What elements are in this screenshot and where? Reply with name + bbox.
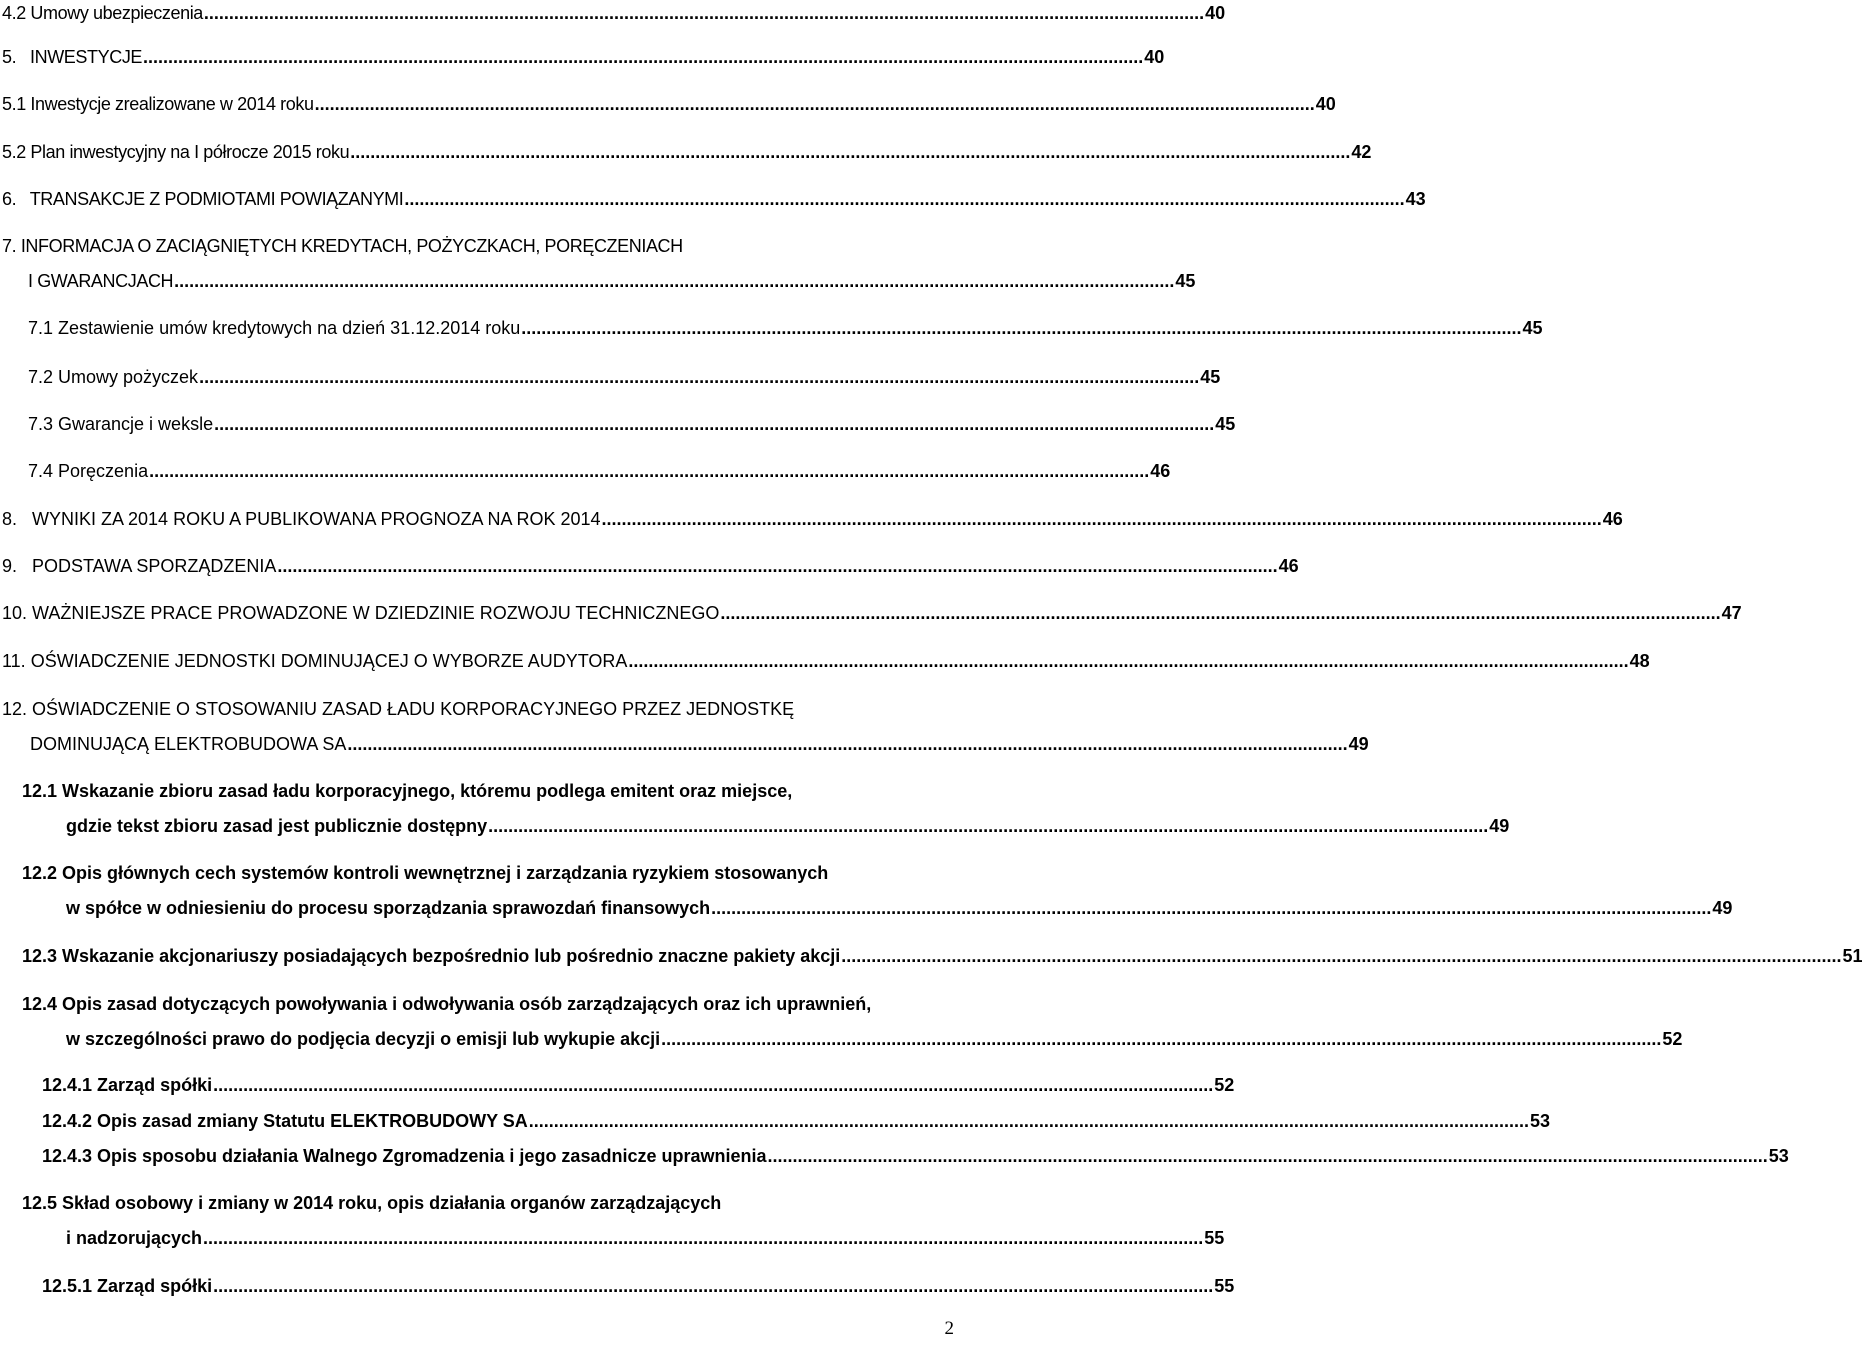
toc-entry-title: 12.4.1 Zarząd spółki bbox=[42, 1075, 213, 1095]
toc-entry-page: 49 bbox=[1489, 816, 1510, 836]
toc-entry-page: 46 bbox=[1602, 509, 1623, 529]
toc-line bbox=[2, 555, 1299, 577]
toc-entry-title: 7.2 Umowy pożyczek bbox=[28, 367, 199, 387]
toc-entry-title: 12.4.3 Opis sposobu działania Walnego Zgromadzenia i jego zasadnicze uprawnienia bbox=[42, 1146, 767, 1166]
toc-line bbox=[22, 945, 1863, 967]
toc-entry-title: 12.2 Opis głównych cech systemów kontroli wewnętrznej i zarządzania ryzykiem stosowanych bbox=[22, 863, 829, 883]
toc-entry-page: 53 bbox=[1529, 1111, 1551, 1131]
toc-leader-dots: ........................................................................................................................................................................................................ bbox=[149, 461, 1150, 481]
toc-entry-page: 40 bbox=[1144, 47, 1165, 67]
toc-entry-page: 45 bbox=[1175, 271, 1196, 291]
toc-entry-title: 8. WYNIKI ZA 2014 ROKU A PUBLIKOWANA PROGNOZA NA ROK 2014 bbox=[2, 509, 601, 529]
toc-leader-dots: ........................................................................................................................................................................................................ bbox=[601, 509, 1602, 529]
toc-line bbox=[2, 46, 1165, 68]
toc-entry-title: 5.2 Plan inwestycyjny na I półrocze 2015 roku bbox=[2, 142, 350, 162]
toc-line bbox=[2, 508, 1623, 530]
toc-line bbox=[2, 650, 1650, 672]
toc-entry-page: 43 bbox=[1405, 189, 1426, 209]
toc-entry-title: w szczególności prawo do podjęcia decyzji o emisji lub wykupie akcji bbox=[66, 1029, 661, 1049]
toc-entry-title: 12.3 Wskazanie akcjonariuszy posiadających bezpośrednio lub pośrednio znaczne pakiety akcji bbox=[22, 946, 841, 966]
toc-leader-dots: ........................................................................................................................................................................................................ bbox=[528, 1111, 1529, 1131]
toc-entry-title: 12.4.2 Opis zasad zmiany Statutu ELEKTROBUDOWY SA bbox=[42, 1111, 528, 1131]
toc-entry-title: gdzie tekst zbioru zasad jest publicznie dostępny bbox=[66, 816, 488, 836]
toc-entry-title: 12.5.1 Zarząd spółki bbox=[42, 1276, 213, 1296]
toc-entry-page: 55 bbox=[1204, 1228, 1225, 1248]
toc-entry-page: 45 bbox=[1200, 367, 1221, 387]
toc-line bbox=[28, 413, 1236, 435]
toc-leader-dots: ........................................................................................................................................................................................................ bbox=[488, 816, 1489, 836]
toc-entry-page: 45 bbox=[1215, 414, 1236, 434]
toc-entry-title: 7.3 Gwarancje i weksle bbox=[28, 414, 214, 434]
toc-entry-page: 52 bbox=[1214, 1075, 1235, 1095]
toc-line bbox=[2, 188, 1426, 210]
toc-leader-dots: ........................................................................................................................................................................................................ bbox=[404, 189, 1405, 209]
toc-leader-dots: ........................................................................................................................................................................................................ bbox=[628, 651, 1629, 671]
toc-line bbox=[66, 1028, 1683, 1050]
toc-entry-title: 11. OŚWIADCZENIE JEDNOSTKI DOMINUJĄCEJ O WYBORZE AUDYTORA bbox=[2, 651, 628, 671]
toc-line bbox=[42, 1110, 1551, 1132]
toc-leader-dots: ........................................................................................................................................................................................................ bbox=[199, 367, 1200, 387]
toc-entry-page: 49 bbox=[1348, 734, 1369, 754]
toc-entry-title: 10. WAŻNIEJSZE PRACE PROWADZONE W DZIEDZINIE ROZWOJU TECHNICZNEGO bbox=[2, 603, 720, 623]
toc-entry-title: 9. PODSTAWA SPORZĄDZENIA bbox=[2, 556, 277, 576]
toc-line bbox=[66, 1227, 1225, 1249]
toc-entry-page: 46 bbox=[1278, 556, 1299, 576]
toc-line bbox=[28, 366, 1221, 388]
toc-entry-page: 40 bbox=[1315, 94, 1336, 114]
toc-leader-dots: ........................................................................................................................................................................................................ bbox=[521, 318, 1522, 338]
toc-entry-title: 7. INFORMACJA O ZACIĄGNIĘTYCH KREDYTACH, POŻYCZKACH, PORĘCZENIACH bbox=[2, 236, 683, 256]
toc-leader-dots: ........................................................................................................................................................................................................ bbox=[314, 94, 1315, 114]
toc-line bbox=[28, 317, 1543, 339]
toc-leader-dots: ........................................................................................................................................................................................................ bbox=[143, 47, 1144, 67]
toc-entry-title: I GWARANCJACH bbox=[28, 271, 174, 291]
toc-line bbox=[2, 141, 1372, 163]
toc-line bbox=[28, 460, 1171, 482]
toc-leader-dots: ........................................................................................................................................................................................................ bbox=[214, 414, 1215, 434]
toc-entry-title: i nadzorujących bbox=[66, 1228, 203, 1248]
toc-line bbox=[2, 93, 1336, 115]
toc-entry-page: 49 bbox=[1712, 898, 1733, 918]
toc-line bbox=[66, 897, 1733, 919]
toc-entry-title: w spółce w odniesieniu do procesu sporządzania sprawozdań finansowych bbox=[66, 898, 711, 918]
toc-entry-page: 46 bbox=[1150, 461, 1171, 481]
toc-leader-dots: ........................................................................................................................................................................................................ bbox=[213, 1276, 1214, 1296]
toc-line bbox=[42, 1145, 1789, 1167]
toc-entry-title: 12.5 Skład osobowy i zmiany w 2014 roku, opis działania organów zarządzających bbox=[22, 1193, 722, 1213]
toc-entry-page: 51 bbox=[1842, 946, 1863, 966]
toc-entry-title: 5. INWESTYCJE bbox=[2, 47, 143, 67]
toc-line bbox=[42, 1275, 1235, 1297]
toc-leader-dots: ........................................................................................................................................................................................................ bbox=[174, 271, 1175, 291]
toc-entry-title: 12.1 Wskazanie zbioru zasad ładu korporacyjnego, któremu podlega emitent oraz miejsce, bbox=[22, 781, 793, 801]
toc-entry-title: 6. TRANSAKCJE Z PODMIOTAMI POWIĄZANYMI bbox=[2, 189, 404, 209]
toc-leader-dots: ........................................................................................................................................................................................................ bbox=[841, 946, 1842, 966]
toc-entry-page: 55 bbox=[1214, 1276, 1235, 1296]
toc-leader-dots: ........................................................................................................................................................................................................ bbox=[711, 898, 1712, 918]
toc-leader-dots: ........................................................................................................................................................................................................ bbox=[203, 1228, 1204, 1248]
toc-entry-page: 42 bbox=[1351, 142, 1372, 162]
toc-entry-page: 45 bbox=[1522, 318, 1543, 338]
page-number: 2 bbox=[944, 1318, 954, 1339]
toc-entry-page: 40 bbox=[1205, 3, 1226, 23]
toc-line bbox=[2, 2, 1226, 24]
toc-entry-title: 12.4 Opis zasad dotyczących powoływania i odwoływania osób zarządzających oraz ich uprawnień, bbox=[22, 994, 872, 1014]
toc-entry-title: 7.1 Zestawienie umów kredytowych na dzień 31.12.2014 roku bbox=[28, 318, 521, 338]
toc-line bbox=[30, 733, 1369, 755]
toc-entry-title: 7.4 Poręczenia bbox=[28, 461, 149, 481]
toc-entry-page: 52 bbox=[1662, 1029, 1683, 1049]
toc-entry-title: 5.1 Inwestycje zrealizowane w 2014 roku bbox=[2, 94, 314, 114]
toc-line bbox=[28, 270, 1196, 292]
toc-leader-dots: ........................................................................................................................................................................................................ bbox=[277, 556, 1278, 576]
toc-entry-page: 48 bbox=[1629, 651, 1650, 671]
toc-leader-dots: ........................................................................................................................................................................................................ bbox=[350, 142, 1351, 162]
toc-entry-title: 12. OŚWIADCZENIE O STOSOWANIU ZASAD ŁADU KORPORACYJNEGO PRZEZ JEDNOSTKĘ bbox=[2, 699, 795, 719]
toc-leader-dots: ........................................................................................................................................................................................................ bbox=[767, 1146, 1768, 1166]
toc-leader-dots: ........................................................................................................................................................................................................ bbox=[213, 1075, 1214, 1095]
toc-entry-title: 4.2 Umowy ubezpieczenia bbox=[2, 3, 203, 23]
toc-line bbox=[42, 1074, 1235, 1096]
toc-leader-dots: ........................................................................................................................................................................................................ bbox=[203, 3, 1205, 23]
toc-leader-dots: ........................................................................................................................................................................................................ bbox=[661, 1029, 1662, 1049]
toc-leader-dots: ........................................................................................................................................................................................................ bbox=[720, 603, 1721, 623]
toc-entry-title: DOMINUJĄCĄ ELEKTROBUDOWA SA bbox=[30, 734, 347, 754]
toc-line bbox=[2, 602, 1742, 624]
toc-leader-dots: ........................................................................................................................................................................................................ bbox=[347, 734, 1348, 754]
toc-entry-page: 47 bbox=[1721, 603, 1742, 623]
toc-line bbox=[66, 815, 1510, 837]
toc-entry-page: 53 bbox=[1768, 1146, 1789, 1166]
